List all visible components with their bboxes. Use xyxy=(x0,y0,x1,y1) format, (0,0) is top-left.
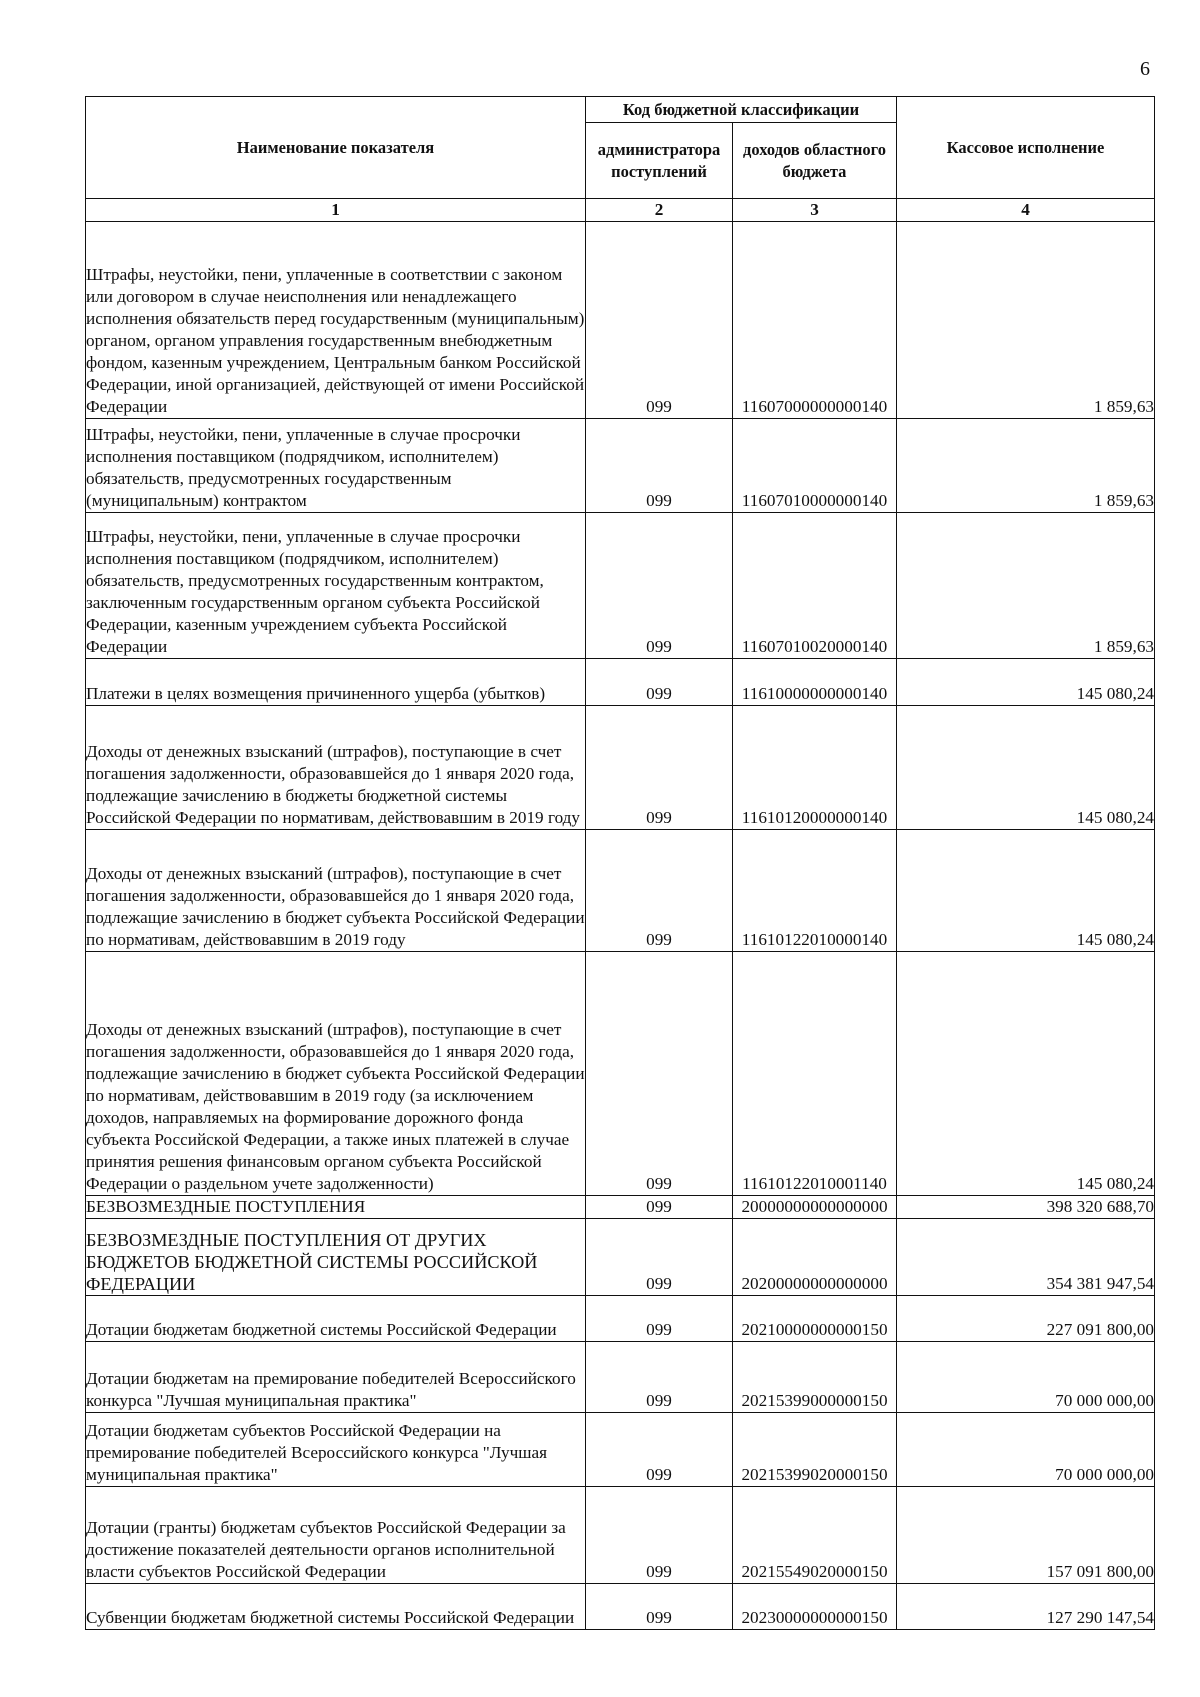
header-code-group: Код бюджетной классификации xyxy=(586,97,897,123)
row-income-code: 11610122010000140 xyxy=(733,830,897,952)
row-income-code: 11610122010001140 xyxy=(733,952,897,1196)
row-admin-code: 099 xyxy=(586,830,733,952)
table-row xyxy=(86,419,1155,513)
row-amount: 157 091 800,00 xyxy=(897,1487,1155,1584)
table-row xyxy=(86,830,1155,952)
row-amount: 127 290 147,54 xyxy=(897,1584,1155,1630)
row-income-code: 20215549020000150 xyxy=(733,1487,897,1584)
row-admin-code: 099 xyxy=(586,706,733,830)
row-amount: 227 091 800,00 xyxy=(897,1296,1155,1342)
row-admin-code: 099 xyxy=(586,1487,733,1584)
table-row xyxy=(86,1296,1155,1342)
header-income: доходов областного бюджета xyxy=(733,123,897,199)
table-row xyxy=(86,513,1155,659)
page-number: 6 xyxy=(1140,58,1150,80)
table-row xyxy=(86,706,1155,830)
row-name: Штрафы, неустойки, пени, уплаченные в соответствии с законом или договором в случае неисполнения или ненадлежащего исполнения обязательств перед государственным (муниципальным) органом, органом управления государственным внебюджетным фондом, казенным учреждением, Центральным банком Российской Федерации, иной организацией, действующей от имени Российской Федерации xyxy=(86,222,586,419)
column-number-4: 4 xyxy=(897,199,1155,222)
row-name: Доходы от денежных взысканий (штрафов), поступающие в счет погашения задолженности, образовавшейся до 1 января 2020 года, подлежащие зачислению в бюджет субъекта Российской Федерации по нормативам, действовавшим в 2019 году xyxy=(86,830,586,952)
row-name: Штрафы, неустойки, пени, уплаченные в случае просрочки исполнения поставщиком (подрядчиком, исполнителем) обязательств, предусмотренных государственным контрактом, заключенным государственным органом субъекта Российской Федерации, казенным учреждением субъекта Российской Федерации xyxy=(86,513,586,659)
row-amount: 145 080,24 xyxy=(897,952,1155,1196)
row-income-code: 11607000000000140 xyxy=(733,222,897,419)
row-name: Доходы от денежных взысканий (штрафов), поступающие в счет погашения задолженности, образовавшейся до 1 января 2020 года, подлежащие зачислению в бюджет субъекта Российской Федерации по нормативам, действовавшим в 2019 году (за исключением доходов, направляемых на формирование дорожного фонда субъекта Российской Федерации, а также иных платежей в случае принятия решения финансовым органом субъекта Российской Федерации о раздельном учете задолженности) xyxy=(86,952,586,1196)
row-admin-code: 099 xyxy=(586,1342,733,1413)
column-number-1: 1 xyxy=(86,199,586,222)
header-name: Наименование показателя xyxy=(86,97,586,199)
table-row xyxy=(86,1342,1155,1413)
row-amount: 70 000 000,00 xyxy=(897,1413,1155,1487)
row-amount: 354 381 947,54 xyxy=(897,1219,1155,1296)
table-row xyxy=(86,222,1155,419)
row-amount: 1 859,63 xyxy=(897,513,1155,659)
row-name: Дотации (гранты) бюджетам субъектов Российской Федерации за достижение показателей деятельности органов исполнительной власти субъектов Российской Федерации xyxy=(86,1487,586,1584)
table-row xyxy=(86,1413,1155,1487)
row-income-code: 20215399020000150 xyxy=(733,1413,897,1487)
row-income-code: 20230000000000150 xyxy=(733,1584,897,1630)
row-name: БЕЗВОЗМЕЗДНЫЕ ПОСТУПЛЕНИЯ ОТ ДРУГИХ БЮДЖЕТОВ БЮДЖЕТНОЙ СИСТЕМЫ РОССИЙСКОЙ ФЕДЕРАЦИИ xyxy=(86,1219,586,1296)
row-name: Штрафы, неустойки, пени, уплаченные в случае просрочки исполнения поставщиком (подрядчиком, исполнителем) обязательств, предусмотренных государственным (муниципальным) контрактом xyxy=(86,419,586,513)
row-income-code: 11610000000000140 xyxy=(733,659,897,706)
row-admin-code: 099 xyxy=(586,513,733,659)
row-amount: 1 859,63 xyxy=(897,222,1155,419)
table-row xyxy=(86,1487,1155,1584)
row-name: Платежи в целях возмещения причиненного ущерба (убытков) xyxy=(86,659,586,706)
row-name: Дотации бюджетам на премирование победителей Всероссийского конкурса "Лучшая муниципальная практика" xyxy=(86,1342,586,1413)
row-income-code: 20000000000000000 xyxy=(733,1196,897,1219)
row-admin-code: 099 xyxy=(586,1219,733,1296)
row-admin-code: 099 xyxy=(586,1296,733,1342)
row-admin-code: 099 xyxy=(586,1413,733,1487)
table-row xyxy=(86,1219,1155,1296)
row-income-code: 20215399000000150 xyxy=(733,1342,897,1413)
row-income-code: 11607010020000140 xyxy=(733,513,897,659)
header-admin: администратора поступлений xyxy=(586,123,733,199)
row-amount: 145 080,24 xyxy=(897,659,1155,706)
row-admin-code: 099 xyxy=(586,659,733,706)
row-amount: 1 859,63 xyxy=(897,419,1155,513)
row-admin-code: 099 xyxy=(586,1196,733,1219)
table-row xyxy=(86,659,1155,706)
table-row xyxy=(86,1196,1155,1219)
column-number-3: 3 xyxy=(733,199,897,222)
column-number-2: 2 xyxy=(586,199,733,222)
row-income-code: 11610120000000140 xyxy=(733,706,897,830)
row-amount: 145 080,24 xyxy=(897,706,1155,830)
row-income-code: 11607010000000140 xyxy=(733,419,897,513)
row-name: Субвенции бюджетам бюджетной системы Российской Федерации xyxy=(86,1584,586,1630)
row-amount: 145 080,24 xyxy=(897,830,1155,952)
row-income-code: 20200000000000000 xyxy=(733,1219,897,1296)
row-income-code: 20210000000000150 xyxy=(733,1296,897,1342)
row-name: Доходы от денежных взысканий (штрафов), поступающие в счет погашения задолженности, образовавшейся до 1 января 2020 года, подлежащие зачислению в бюджеты бюджетной системы Российской Федерации по нормативам, действовавшим в 2019 году xyxy=(86,706,586,830)
row-admin-code: 099 xyxy=(586,1584,733,1630)
row-admin-code: 099 xyxy=(586,419,733,513)
row-amount: 398 320 688,70 xyxy=(897,1196,1155,1219)
row-admin-code: 099 xyxy=(586,952,733,1196)
row-name: Дотации бюджетам бюджетной системы Российской Федерации xyxy=(86,1296,586,1342)
row-amount: 70 000 000,00 xyxy=(897,1342,1155,1413)
row-name: БЕЗВОЗМЕЗДНЫЕ ПОСТУПЛЕНИЯ xyxy=(86,1196,586,1219)
header-execution: Кассовое исполнение xyxy=(897,97,1155,199)
row-name: Дотации бюджетам субъектов Российской Федерации на премирование победителей Всероссийского конкурса "Лучшая муниципальная практика" xyxy=(86,1413,586,1487)
table-row xyxy=(86,1584,1155,1630)
table-row xyxy=(86,952,1155,1196)
budget-table xyxy=(85,96,1155,1630)
row-admin-code: 099 xyxy=(586,222,733,419)
